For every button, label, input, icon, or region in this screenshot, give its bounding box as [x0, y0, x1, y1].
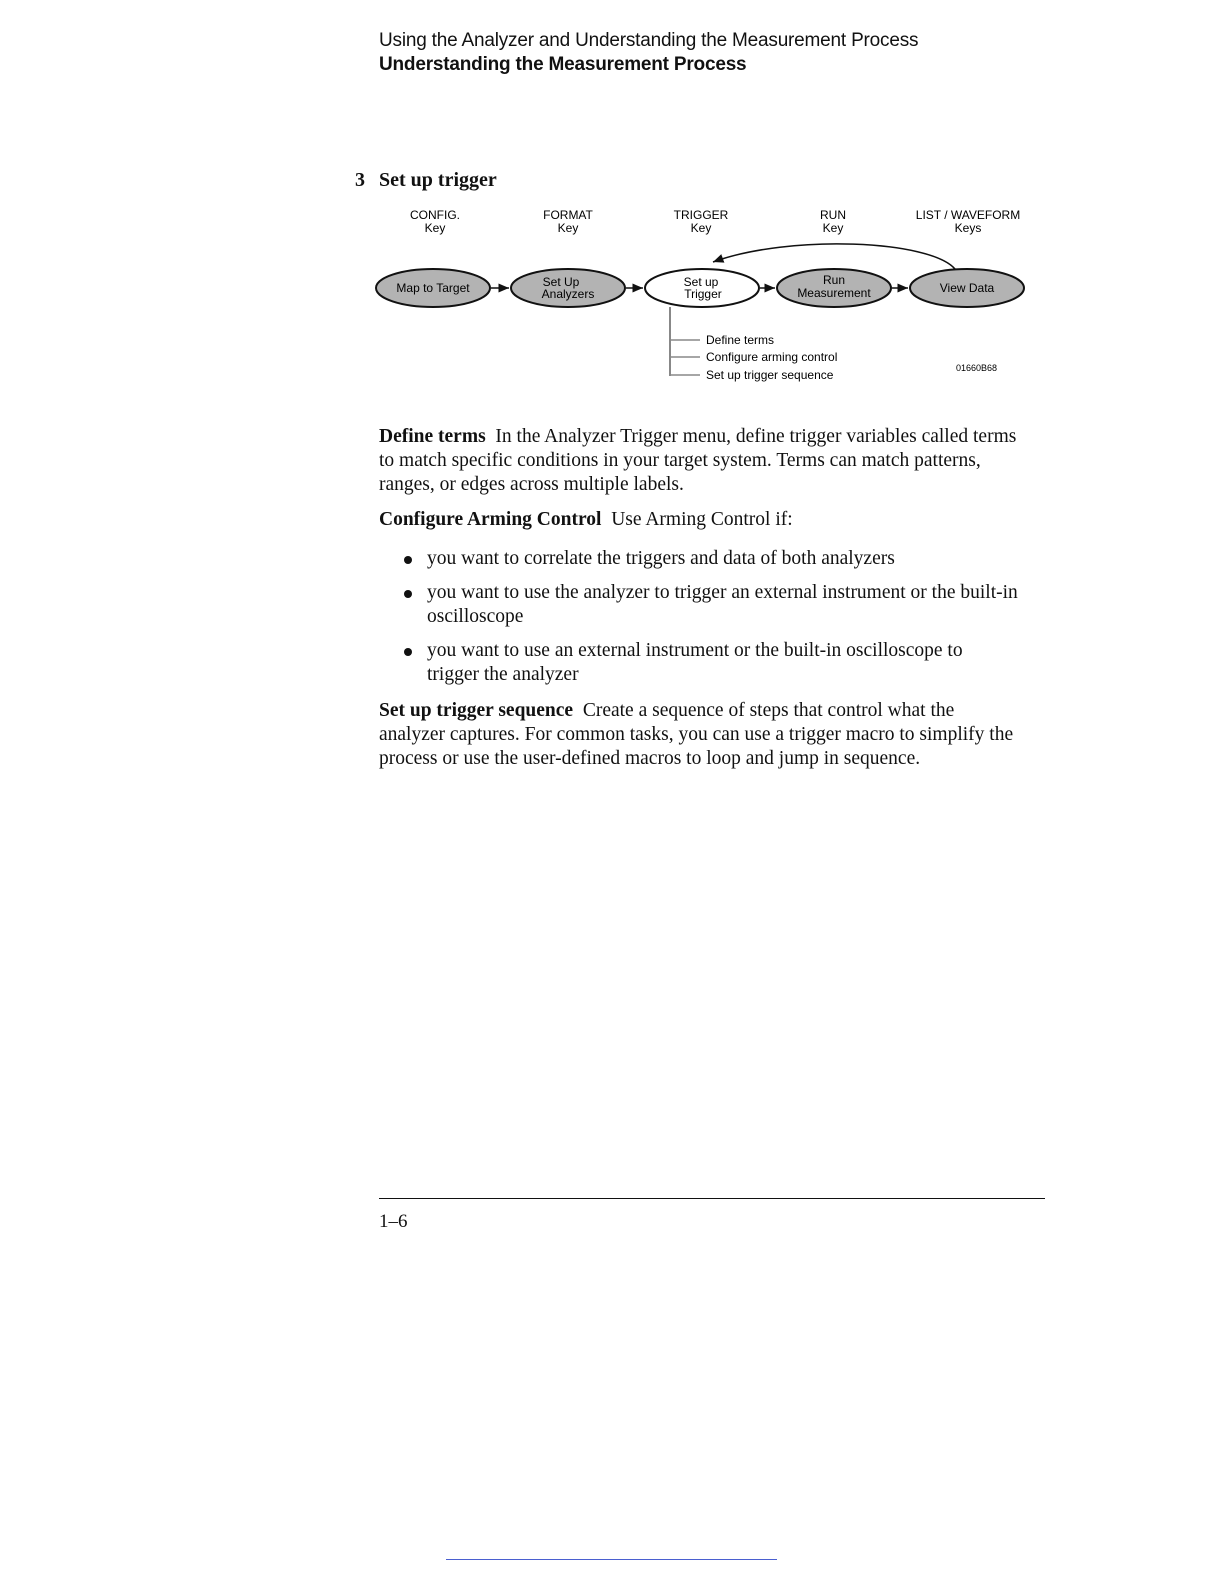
key-label-format-line2: Key — [557, 221, 579, 235]
step-title: Set up trigger — [379, 169, 497, 191]
figure-id: 01660B68 — [956, 363, 998, 373]
list-item-text: you want to use an external instrument or the built-in oscilloscope to trigger the analyzer — [427, 640, 963, 685]
key-label-config-line1: CONFIG. — [410, 208, 460, 222]
node-view-data-label: View Data — [939, 281, 995, 295]
list-item — [379, 547, 1019, 571]
trigger-sequence-paragraph — [379, 699, 1019, 771]
arming-bullet-list — [379, 547, 1019, 697]
trigger-sequence-heading: Set up trigger sequence — [379, 700, 574, 721]
node-set-up-trigger-line1: Set up — [683, 275, 719, 289]
node-run-measurement-line1: Run — [822, 273, 846, 287]
trigger-sequence-text: Create a sequence of steps that control what the analyzer captures. For common tasks, you can use a trigger macro to simplify the process or use the user-defined macros to loop and jump in sequence. — [379, 700, 1014, 769]
running-header-chapter: Using the Analyzer and Understanding the Measurement Process — [379, 30, 919, 51]
list-item — [379, 639, 1019, 687]
key-label-trigger-line1: TRIGGER — [673, 208, 729, 222]
node-set-up-analyzers-line1: Set Up — [542, 275, 580, 289]
bullet-icon — [404, 648, 412, 656]
key-label-trigger-line2: Key — [690, 221, 712, 235]
step-number: 3 — [355, 169, 365, 191]
key-label-run-line1: RUN — [820, 208, 846, 222]
node-set-up-analyzers-line2: Analyzers — [541, 287, 595, 301]
page-number: 1–6 — [379, 1211, 408, 1232]
substep-trigger-sequence: Set up trigger sequence — [706, 368, 834, 382]
define-terms-heading: Define terms — [379, 426, 486, 447]
key-label-format-line1: FORMAT — [543, 208, 593, 222]
key-label-run-line2: Key — [822, 221, 844, 235]
list-item-text: you want to use the analyzer to trigger an external instrument or the built-in oscilloscope — [427, 582, 1018, 627]
substep-define-terms: Define terms — [706, 333, 775, 347]
node-set-up-trigger-line2: Trigger — [684, 287, 722, 301]
define-terms-paragraph — [379, 425, 1019, 497]
arming-heading: Configure Arming Control — [379, 509, 602, 530]
measurement-process-diagram — [370, 200, 1040, 390]
bullet-icon — [404, 590, 412, 598]
bullet-icon — [404, 556, 412, 564]
running-header-section: Understanding the Measurement Process — [379, 54, 747, 75]
key-label-list-line1: LIST / WAVEFORM — [915, 208, 1021, 222]
arming-text: Use Arming Control if: — [611, 509, 793, 530]
substep-configure-arming: Configure arming control — [706, 350, 838, 364]
define-terms-text: In the Analyzer Trigger menu, define trigger variables called terms to match specific conditions in your target system. Terms can match patterns, ranges, or edges across multiple labels. — [379, 426, 1017, 495]
footer-rule — [379, 1198, 1045, 1199]
list-item — [379, 581, 1019, 629]
bottom-link-underline — [446, 1559, 777, 1560]
arming-paragraph — [379, 508, 1019, 532]
key-label-list-line2: Keys — [954, 221, 982, 235]
feedback-arrow — [713, 244, 955, 269]
key-label-config-line2: Key — [424, 221, 446, 235]
node-run-measurement-line2: Measurement — [797, 286, 871, 300]
step-heading — [355, 169, 497, 192]
list-item-text: you want to correlate the triggers and data of both analyzers — [427, 548, 895, 569]
node-map-to-target-label: Map to Target — [396, 281, 470, 295]
